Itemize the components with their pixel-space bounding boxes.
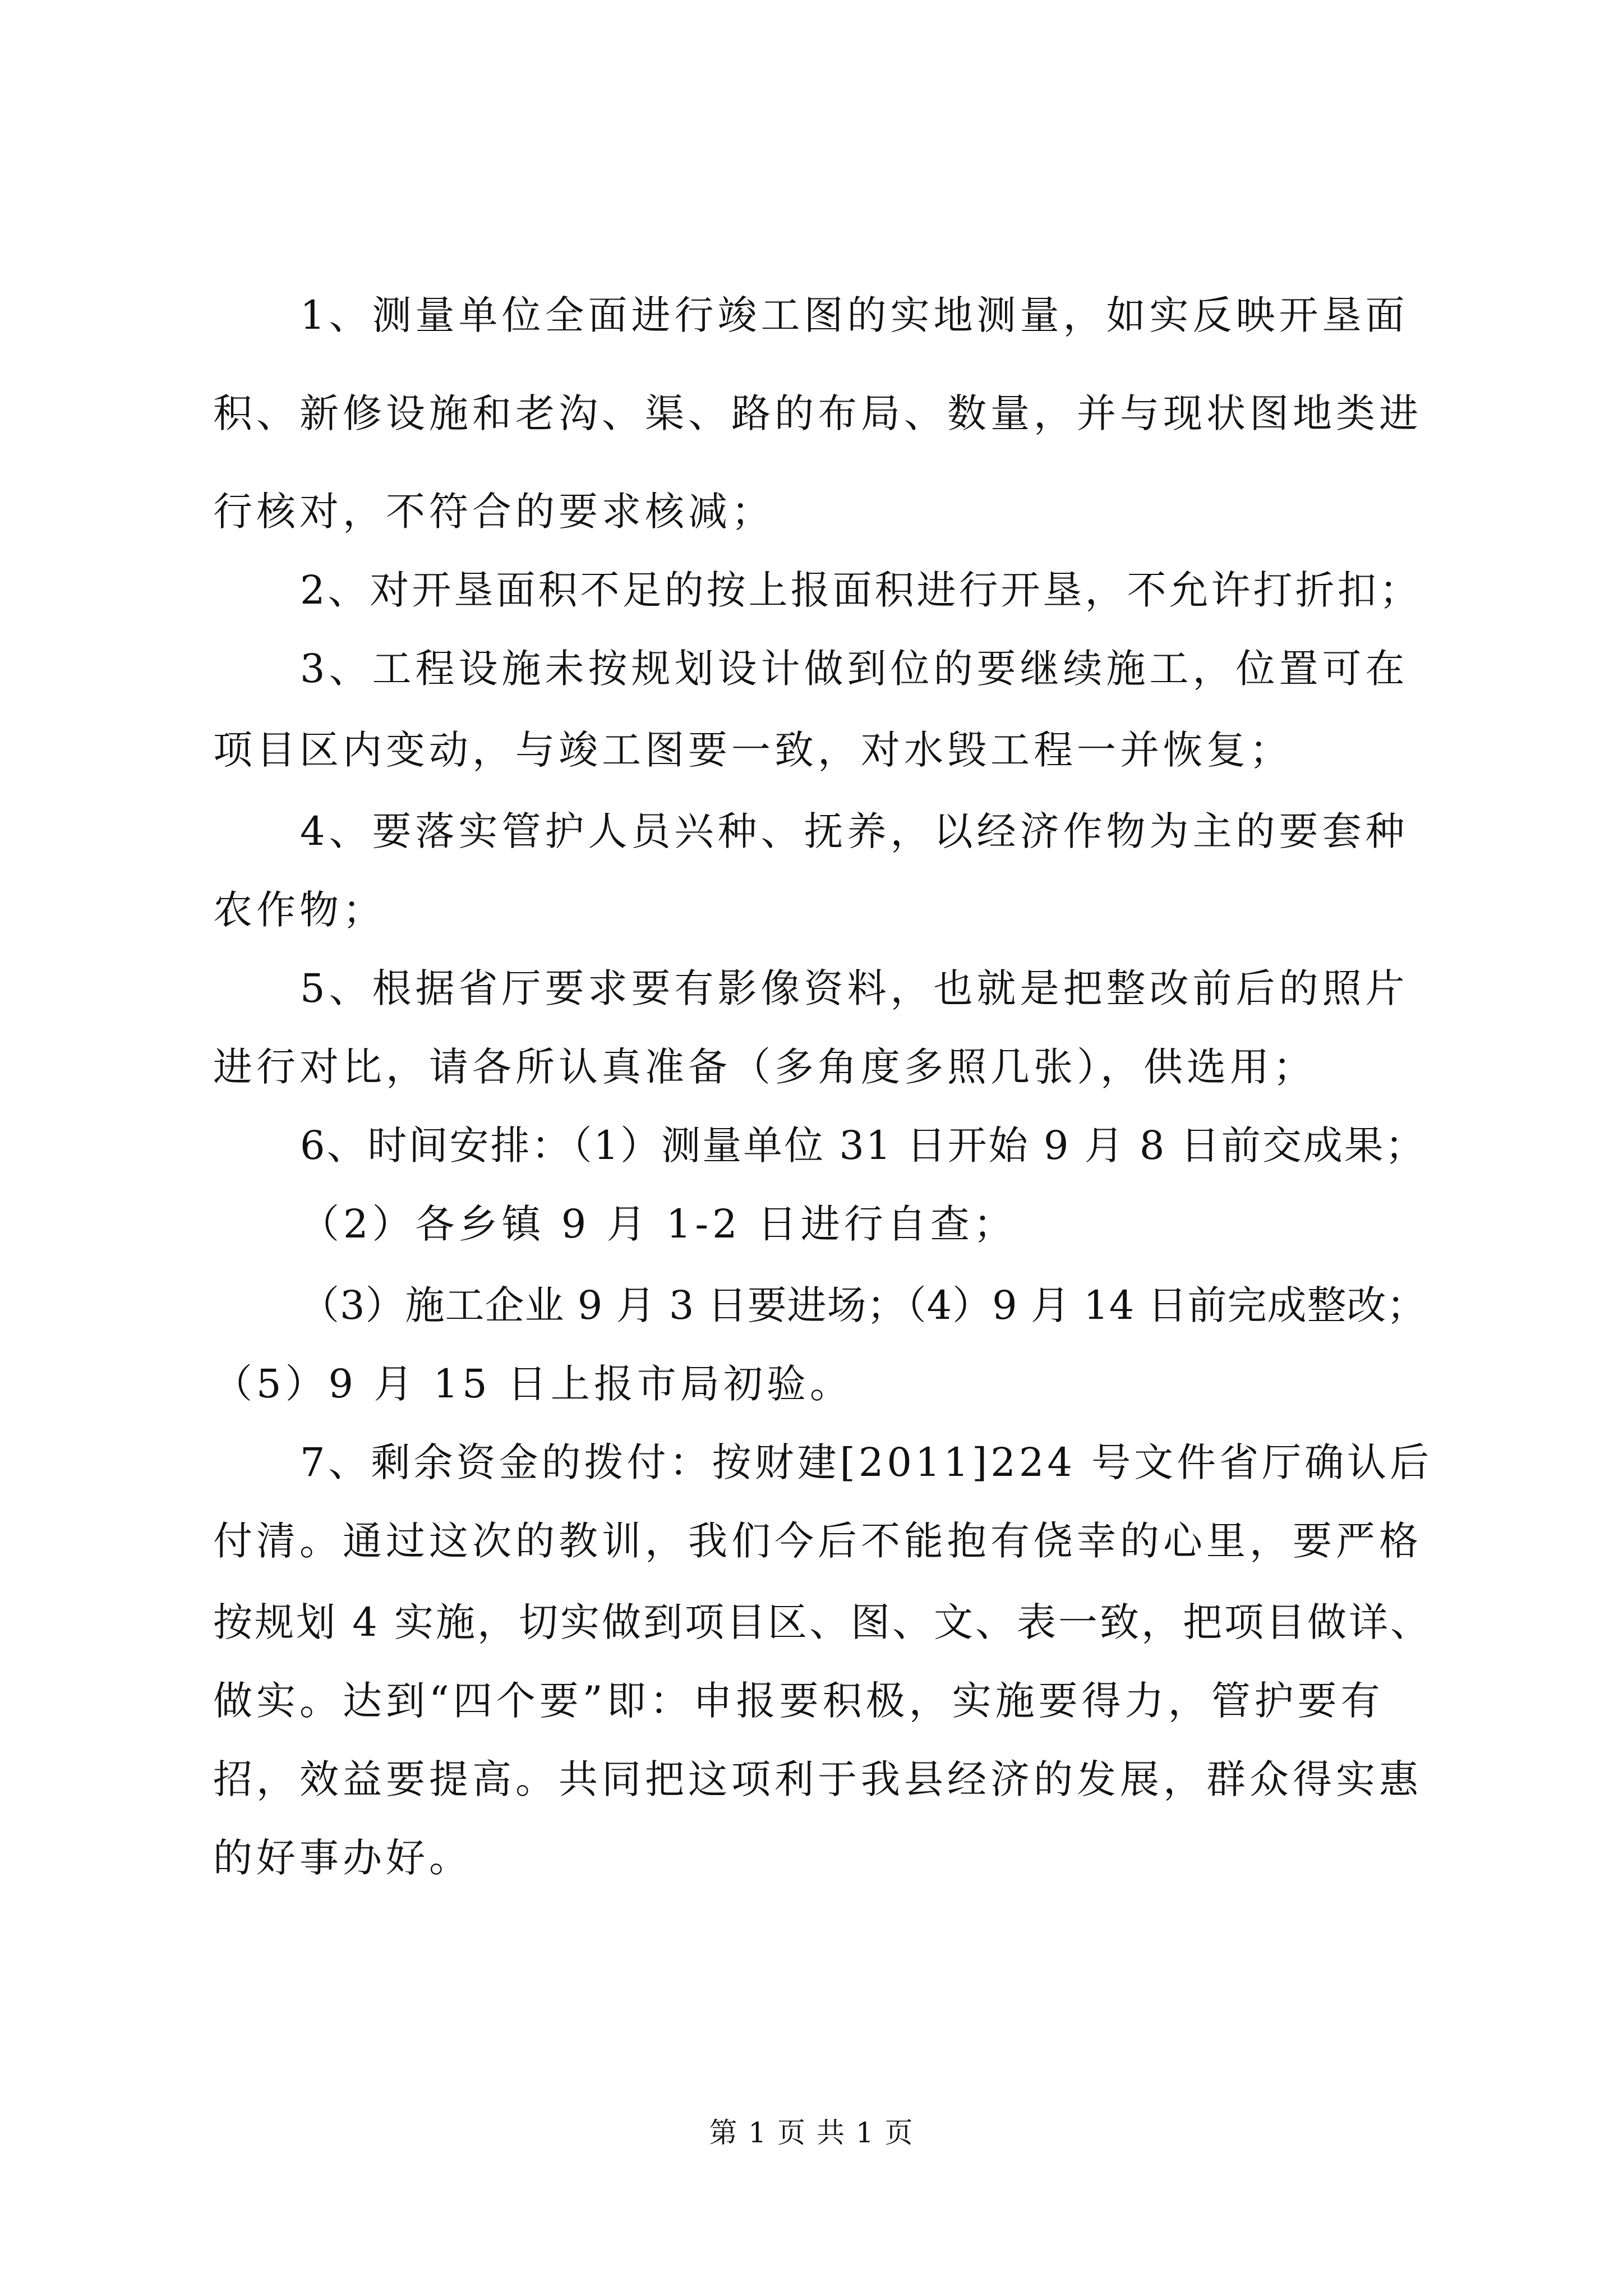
paragraph-6-line-1: 6、时间安排：（1）测量单位 31 日开始 9 月 8 日前交成果； <box>300 1122 1426 1168</box>
paragraph-1-line-1: 1、测量单位全面进行竣工图的实地测量，如实反映开垦面 <box>300 292 1409 338</box>
paragraph-5-line-2: 进行对比，请各所认真准备（多角度多照几张），供选用； <box>213 1044 1316 1090</box>
paragraph-3-line-1: 3、工程设施未按规划设计做到位的要继续施工，位置可在 <box>300 646 1409 692</box>
page-number-footer: 第 1 页 共 1 页 <box>709 2116 914 2149</box>
paragraph-3-line-2: 项目区内变动，与竣工图要一致，对水毁工程一并恢复； <box>213 727 1293 773</box>
paragraph-7-line-5: 招，效益要提高。共同把这项利于我县经济的发展，群众得实惠 <box>213 1756 1422 1802</box>
paragraph-6-line-3: （3）施工企业 9 月 3 日要进场；（4）9 月 14 日前完成整改； <box>300 1282 1427 1328</box>
paragraph-7-line-6: 的好事办好。 <box>213 1835 472 1881</box>
paragraph-1-line-3: 行核对，不符合的要求核减； <box>213 489 774 535</box>
paragraph-7-line-1: 7、剩余资金的拨付：按财建[2011]224 号文件省厅确认后 <box>300 1439 1433 1485</box>
paragraph-1-line-2: 积、新修设施和老沟、渠、路的布局、数量，并与现状图地类进 <box>213 390 1422 436</box>
paragraph-7-line-2: 付清。通过这次的教训，我们今后不能抱有侥幸的心里，要严格 <box>213 1518 1422 1564</box>
paragraph-2-line-1: 2、对开垦面积不足的按上报面积进行开垦，不允许打折扣； <box>300 567 1422 613</box>
paragraph-6-line-2: （2）各乡镇 9 月 1-2 日进行自查； <box>300 1201 1017 1247</box>
paragraph-7-line-4: 做实。达到“四个要”即：申报要积极，实施要得力，管护要有 <box>213 1678 1384 1724</box>
paragraph-7-line-3: 按规划 4 实施，切实做到项目区、图、文、表一致，把项目做详、 <box>213 1599 1432 1645</box>
paragraph-4-line-2: 农作物； <box>213 887 386 933</box>
paragraph-6-line-4: （5）9 月 15 日上报市局初验。 <box>213 1361 853 1407</box>
paragraph-5-line-1: 5、根据省厅要求要有影像资料，也就是把整改前后的照片 <box>300 965 1409 1011</box>
paragraph-4-line-1: 4、要落实管护人员兴种、抚养，以经济作物为主的要套种 <box>300 808 1409 854</box>
